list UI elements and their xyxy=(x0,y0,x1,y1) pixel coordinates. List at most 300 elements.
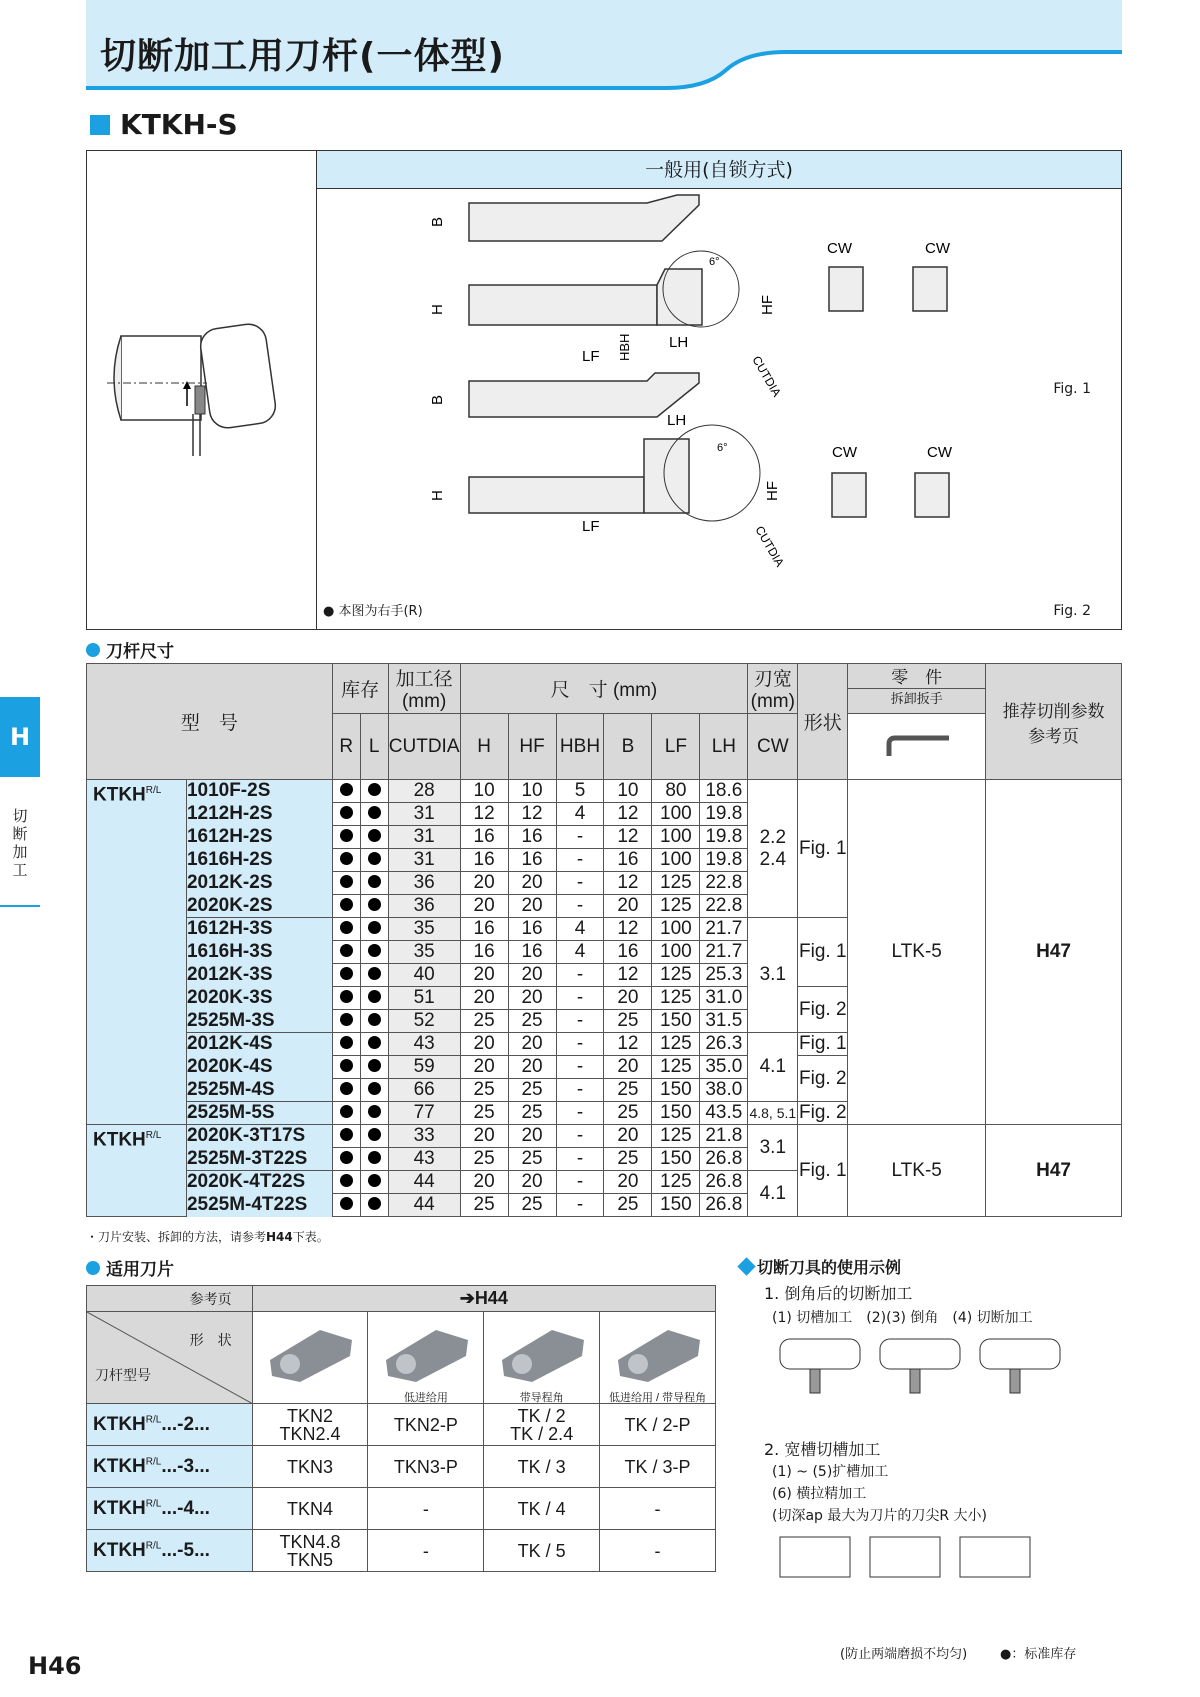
stock-dot-icon xyxy=(368,1174,381,1187)
dim-cutdia-label: CUTDIA xyxy=(749,353,784,400)
usage-s2-b: (6) 横拉精加工 xyxy=(772,1486,867,1502)
cell-hf: 25 xyxy=(508,1194,556,1217)
dim-cw-left-2: CW xyxy=(832,444,857,461)
cell-hf: 25 xyxy=(508,1148,556,1171)
stock-dot-icon xyxy=(340,898,353,911)
cell-hbh: - xyxy=(556,1010,604,1033)
cell-lf: 150 xyxy=(652,1102,700,1125)
cell-b: 20 xyxy=(604,1171,652,1194)
cell-d: 43 xyxy=(388,1148,460,1171)
cell-shape: Fig. 1 xyxy=(798,1125,848,1217)
figure-note: ● 本图为右手(R) xyxy=(323,604,423,619)
insert-row xyxy=(87,1446,716,1488)
cell-h: 25 xyxy=(460,1079,508,1102)
cell-lh: 19.8 xyxy=(700,826,748,849)
stock-l xyxy=(360,1171,388,1194)
col-cutdia: CUTDIA xyxy=(388,714,460,780)
ref-page: ➔H44 xyxy=(252,1286,715,1312)
insert-section-heading: 适用刀片 xyxy=(86,1255,174,1280)
cell-hf: 16 xyxy=(508,918,556,941)
insert-code: TKN3-P xyxy=(368,1446,484,1488)
usage-s2: 2. 宽槽切槽加工 xyxy=(764,1440,881,1459)
cell-h: 20 xyxy=(460,1171,508,1194)
cell-h: 20 xyxy=(460,1125,508,1148)
cell-hbh: - xyxy=(556,1102,604,1125)
stock-dot-icon xyxy=(340,1128,353,1141)
cell-hf: 12 xyxy=(508,803,556,826)
model-code: 2020K-4S xyxy=(186,1056,332,1079)
stock-r xyxy=(332,1171,360,1194)
cell-hf: 16 xyxy=(508,941,556,964)
dim-lf-label: LF xyxy=(582,348,600,365)
model-code: 2012K-4S xyxy=(186,1033,332,1056)
table-row xyxy=(87,780,1122,803)
cell-hf: 25 xyxy=(508,1010,556,1033)
insert-image-4: 低进给用 / 带导程角 xyxy=(600,1312,716,1404)
col-cut-dia: 加工径 (mm) xyxy=(388,664,460,714)
square-bullet-icon xyxy=(90,115,110,135)
insert-code: TK / 3 xyxy=(484,1446,600,1488)
diagonal-line xyxy=(87,1312,253,1404)
stock-dot-icon xyxy=(340,1082,353,1095)
model-code: 2020K-3T17S xyxy=(186,1125,332,1148)
cell-h: 25 xyxy=(460,1194,508,1217)
cell-h: 20 xyxy=(460,895,508,918)
stock-dot-icon xyxy=(340,1013,353,1026)
stock-dot-icon xyxy=(340,944,353,957)
insert-icon xyxy=(260,1320,360,1384)
cell-hf: 16 xyxy=(508,849,556,872)
model-code: 2525M-3S xyxy=(186,1010,332,1033)
header-diagonal-cell: 形 状 刀杆型号 xyxy=(87,1312,253,1404)
cell-hf: 20 xyxy=(508,1125,556,1148)
stock-l xyxy=(360,987,388,1010)
cell-b: 25 xyxy=(604,1102,652,1125)
angle-label-2: 6° xyxy=(717,442,728,454)
cell-shape: Fig. 1 xyxy=(799,1033,847,1054)
cell-h: 16 xyxy=(460,941,508,964)
dim-cw-right: CW xyxy=(925,240,950,257)
col-lf: LF xyxy=(652,714,700,780)
cell-hf: 25 xyxy=(508,1102,556,1125)
cell-shape: Fig. 2 xyxy=(799,1102,847,1123)
cell-hbh: - xyxy=(556,1033,604,1056)
insert-code: TK / 5 xyxy=(484,1530,600,1572)
insert-image-3: 带导程角 xyxy=(484,1312,600,1404)
insert-code: TK / 2-P xyxy=(600,1404,716,1446)
insert-low-feed-icon xyxy=(376,1320,476,1384)
stock-r xyxy=(332,849,360,872)
insert-image-2: 低进给用 xyxy=(368,1312,484,1404)
cell-b: 12 xyxy=(604,918,652,941)
cell-hbh: - xyxy=(556,1056,604,1079)
dim-lh-label-2: LH xyxy=(667,412,687,429)
cell-hbh: - xyxy=(556,987,604,1010)
stock-l xyxy=(360,1125,388,1148)
model-prefix: $KTKH^{R/L}$ xyxy=(87,780,187,1125)
cell-h: 10 xyxy=(460,780,508,803)
cell-hbh: - xyxy=(556,1148,604,1171)
cell-hbh: - xyxy=(556,872,604,895)
dim-h-label: H xyxy=(429,304,446,315)
cell-wrench-part: LTK-5 xyxy=(848,780,986,1125)
cell-d: 31 xyxy=(388,849,460,872)
cell-lf: 100 xyxy=(652,803,700,826)
cell-d: 77 xyxy=(388,1102,460,1125)
stock-r xyxy=(332,1194,360,1217)
cell-wrench-part: LTK-5 xyxy=(848,1125,986,1217)
cell-hbh: - xyxy=(556,1171,604,1194)
insert-image-1 xyxy=(252,1312,368,1404)
insert-code: TKN3 xyxy=(252,1446,368,1488)
cell-lf: 80 xyxy=(652,780,700,803)
insert-code: - xyxy=(600,1530,716,1572)
col-hf: HF xyxy=(508,714,556,780)
stock-dot-icon xyxy=(368,898,381,911)
cell-lf: 125 xyxy=(652,895,700,918)
stock-dot-icon xyxy=(340,1059,353,1072)
insert-code: - xyxy=(368,1488,484,1530)
cell-lh: 25.3 xyxy=(700,964,748,987)
insert-table xyxy=(86,1285,716,1572)
cell-b: 20 xyxy=(604,1056,652,1079)
cell-d: 35 xyxy=(388,918,460,941)
cell-ref-page[interactable]: H47 xyxy=(986,1125,1122,1217)
insert-code: TKN4.8 TKN5 xyxy=(252,1530,368,1572)
cell-hbh: 4 xyxy=(556,803,604,826)
cell-hbh: - xyxy=(556,1125,604,1148)
cell-lf: 125 xyxy=(652,1171,700,1194)
cell-h: 20 xyxy=(460,1056,508,1079)
stock-dot-icon xyxy=(368,1151,381,1164)
col-h: H xyxy=(460,714,508,780)
stock-l xyxy=(360,1056,388,1079)
insert-holder-model: $KTKH^{R/L}...-4$... xyxy=(87,1488,253,1530)
cell-cw: 3.1 xyxy=(748,1125,798,1171)
figure-header: 一般用(自锁方式) xyxy=(317,151,1121,189)
stock-r xyxy=(332,803,360,826)
col-cw: CW xyxy=(748,714,798,780)
dim-b-label: B xyxy=(429,216,446,227)
model-code: 2012K-3S xyxy=(186,964,332,987)
dim-hbh-label: HBH xyxy=(617,333,632,361)
diamond-bullet-icon xyxy=(737,1257,755,1275)
insert-low-feed-lead-icon xyxy=(608,1320,708,1384)
cell-hf: 16 xyxy=(508,826,556,849)
cell-cw: 2.2 2.4 xyxy=(748,780,798,918)
stock-dot-icon xyxy=(368,990,381,1003)
cell-ref-page[interactable]: H47 xyxy=(986,780,1122,1125)
cell-hf: 20 xyxy=(508,1171,556,1194)
insert-row xyxy=(87,1404,716,1446)
model-code: 2525M-4S xyxy=(186,1079,332,1102)
cell-h: 20 xyxy=(460,964,508,987)
stock-l xyxy=(360,1194,388,1217)
cell-lh: 31.5 xyxy=(700,1010,748,1033)
cell-b: 20 xyxy=(604,987,652,1010)
cutting-illustration xyxy=(87,151,317,629)
insert-holder-model: $KTKH^{R/L}...-3$... xyxy=(87,1446,253,1488)
insert-code: TKN4 xyxy=(252,1488,368,1530)
stock-dot-icon xyxy=(368,967,381,980)
insert-holder-model: $KTKH^{R/L}...-2$... xyxy=(87,1404,253,1446)
dim-hf-label-2: HF xyxy=(764,481,781,501)
cell-b: 12 xyxy=(604,964,652,987)
cell-b: 16 xyxy=(604,941,652,964)
cell-lh: 21.8 xyxy=(700,1125,748,1148)
dim-b-label-2: B xyxy=(429,394,446,405)
ref-label: 参考页 xyxy=(87,1286,253,1312)
col-stock: 库存 xyxy=(332,664,388,714)
insert-lead-angle-icon xyxy=(492,1320,592,1384)
stock-r xyxy=(332,1033,360,1056)
col-parts: 零 件 拆卸扳手 xyxy=(848,664,986,714)
stock-dot-icon xyxy=(368,1105,381,1118)
cell-d: 66 xyxy=(388,1079,460,1102)
stock-r xyxy=(332,941,360,964)
cell-shape: Fig. 1 xyxy=(798,918,848,987)
stock-dot-icon xyxy=(368,944,381,957)
cell-d: 28 xyxy=(388,780,460,803)
cell-b: 25 xyxy=(604,1079,652,1102)
stock-dot-icon xyxy=(340,967,353,980)
cell-b: 12 xyxy=(604,1033,652,1056)
stock-dot-icon xyxy=(368,875,381,888)
insert-code: TK / 2 TK / 2.4 xyxy=(484,1404,600,1446)
cell-d: 36 xyxy=(388,895,460,918)
usage-s1-items: (1) 切槽加工 (2)(3) 倒角 (4) 切断加工 xyxy=(772,1310,1033,1326)
cell-lf: 100 xyxy=(652,849,700,872)
model-code: 2525M-5S xyxy=(186,1102,332,1125)
cell-d: 35 xyxy=(388,941,460,964)
model-code: 2012K-2S xyxy=(186,872,332,895)
stock-r xyxy=(332,826,360,849)
cell-lf: 150 xyxy=(652,1148,700,1171)
dimension-drawings xyxy=(317,189,1121,629)
dim-lh-label: LH xyxy=(669,334,689,351)
cell-b: 20 xyxy=(604,895,652,918)
stock-dot-icon xyxy=(368,1128,381,1141)
stock-dot-icon xyxy=(368,783,381,796)
cell-b: 25 xyxy=(604,1194,652,1217)
usage-s1: 1. 倒角后的切断加工 xyxy=(764,1284,913,1303)
stock-r xyxy=(332,1010,360,1033)
header-banner xyxy=(86,0,1122,96)
stock-dot-icon xyxy=(340,921,353,934)
series-heading xyxy=(90,108,238,141)
cell-hbh: - xyxy=(556,826,604,849)
col-ref: 推荐切削参数参考页 xyxy=(986,664,1122,780)
dim-h-label-2: H xyxy=(429,490,446,501)
wide-groove-diagram xyxy=(770,1527,1100,1627)
cell-lf: 125 xyxy=(652,872,700,895)
cell-lh: 26.8 xyxy=(700,1194,748,1217)
fig2-label: Fig. 2 xyxy=(1053,603,1091,619)
stock-r xyxy=(332,780,360,803)
stock-l xyxy=(360,780,388,803)
wrench-image xyxy=(848,714,986,780)
cell-b: 10 xyxy=(604,780,652,803)
holder-footnote: ・刀片安装、拆卸的方法，请参考H44下表。 xyxy=(86,1230,329,1244)
cell-d: 44 xyxy=(388,1194,460,1217)
cell-lh: 19.8 xyxy=(700,803,748,826)
cell-b: 12 xyxy=(604,803,652,826)
model-code: 2525M-3T22S xyxy=(186,1148,332,1171)
stock-l xyxy=(360,826,388,849)
col-hbh: HBH xyxy=(556,714,604,780)
stock-dot-icon xyxy=(368,1197,381,1210)
cell-cw: 4.8, 5.1 xyxy=(748,1102,798,1125)
wrench-icon xyxy=(877,724,957,764)
model-code: 2020K-3S xyxy=(186,987,332,1010)
dim-hf-label: HF xyxy=(759,295,776,315)
insert-code: TKN2 TKN2.4 xyxy=(252,1404,368,1446)
cell-lh: 26.8 xyxy=(700,1171,748,1194)
model-code: 1612H-3S xyxy=(186,918,332,941)
stock-l xyxy=(360,918,388,941)
cell-lf: 100 xyxy=(652,918,700,941)
stock-dot-icon xyxy=(340,829,353,842)
cell-lf: 125 xyxy=(652,1125,700,1148)
insert-code: - xyxy=(368,1530,484,1572)
stock-dot-icon xyxy=(368,1059,381,1072)
model-code: 1010F-2S xyxy=(186,780,332,803)
stock-r xyxy=(332,1148,360,1171)
usage-s2-a: (1) ~ (5)扩槽加工 xyxy=(772,1464,889,1480)
model-code: 2525M-4T22S xyxy=(186,1194,332,1217)
cell-b: 12 xyxy=(604,826,652,849)
model-code: 1612H-2S xyxy=(186,826,332,849)
col-r: R xyxy=(332,714,360,780)
stock-legend: ●：标准库存 xyxy=(1000,1647,1077,1662)
cell-h: 16 xyxy=(460,826,508,849)
cell-hbh: 4 xyxy=(556,941,604,964)
stock-dot-icon xyxy=(368,829,381,842)
col-l: L xyxy=(360,714,388,780)
table-row xyxy=(87,1125,1122,1148)
stock-r xyxy=(332,872,360,895)
cell-lf: 125 xyxy=(652,1056,700,1079)
cell-h: 12 xyxy=(460,803,508,826)
stock-dot-icon xyxy=(340,806,353,819)
stock-r xyxy=(332,1056,360,1079)
stock-l xyxy=(360,941,388,964)
stock-dot-icon xyxy=(340,1197,353,1210)
stock-dot-icon xyxy=(368,1013,381,1026)
cell-d: 40 xyxy=(388,964,460,987)
cell-b: 25 xyxy=(604,1010,652,1033)
dim-lf-label-2: LF xyxy=(582,518,600,535)
chamfer-cut-diagram xyxy=(770,1329,1100,1429)
cell-h: 20 xyxy=(460,872,508,895)
cell-lf: 150 xyxy=(652,1010,700,1033)
cell-lf: 150 xyxy=(652,1194,700,1217)
stock-dot-icon xyxy=(340,990,353,1003)
cell-hf: 20 xyxy=(508,1056,556,1079)
cell-lh: 21.7 xyxy=(700,941,748,964)
cell-d: 33 xyxy=(388,1125,460,1148)
cell-lh: 26.3 xyxy=(700,1033,748,1056)
stock-l xyxy=(360,1010,388,1033)
cell-h: 16 xyxy=(460,918,508,941)
usage-title: 切断刀具的使用示例 xyxy=(740,1255,901,1278)
cell-h: 25 xyxy=(460,1102,508,1125)
col-lh: LH xyxy=(700,714,748,780)
col-model: 型 号 xyxy=(87,664,333,780)
stock-dot-icon xyxy=(340,1105,353,1118)
cell-cw: 4.1 xyxy=(748,1033,798,1102)
cell-hbh: - xyxy=(556,1079,604,1102)
cell-hf: 20 xyxy=(508,987,556,1010)
usage-s2-c: (切深ap 最大为刀片的刀尖R 大小) xyxy=(772,1508,988,1524)
cell-lf: 100 xyxy=(652,941,700,964)
cell-d: 52 xyxy=(388,1010,460,1033)
series-name: KTKH-S xyxy=(120,108,238,141)
col-dims: 尺 寸 (mm) xyxy=(460,664,748,714)
cell-d: 44 xyxy=(388,1171,460,1194)
cell-h: 25 xyxy=(460,1010,508,1033)
cell-lh: 21.7 xyxy=(700,918,748,941)
stock-r xyxy=(332,1102,360,1125)
stock-l xyxy=(360,872,388,895)
cell-lh: 18.6 xyxy=(700,780,748,803)
stock-dot-icon xyxy=(340,783,353,796)
dot-bullet-icon xyxy=(86,643,100,657)
cell-lh: 26.8 xyxy=(700,1148,748,1171)
stock-l xyxy=(360,1079,388,1102)
cell-d: 59 xyxy=(388,1056,460,1079)
cell-lf: 125 xyxy=(652,1033,700,1056)
stock-dot-icon xyxy=(368,1036,381,1049)
dim-cw-left: CW xyxy=(827,240,852,257)
cell-d: 36 xyxy=(388,872,460,895)
cell-lh: 22.8 xyxy=(700,872,748,895)
insert-code: TKN2-P xyxy=(368,1404,484,1446)
insert-holder-model: $KTKH^{R/L}...-5$... xyxy=(87,1530,253,1572)
stock-dot-icon xyxy=(368,921,381,934)
stock-r xyxy=(332,918,360,941)
stock-l xyxy=(360,849,388,872)
model-prefix: $KTKH^{R/L}$ xyxy=(87,1125,187,1217)
cell-d: 51 xyxy=(388,987,460,1010)
cell-shape: Fig. 2 xyxy=(798,1056,848,1102)
dim-cutdia-label-2: CUTDIA xyxy=(752,523,787,570)
cell-b: 16 xyxy=(604,849,652,872)
cutting-diagram xyxy=(87,151,317,631)
cell-hbh: - xyxy=(556,895,604,918)
fig1-label: Fig. 1 xyxy=(1053,381,1091,397)
cell-hf: 20 xyxy=(508,964,556,987)
model-code: 2020K-4T22S xyxy=(186,1171,332,1194)
cell-b: 12 xyxy=(604,872,652,895)
cell-lf: 125 xyxy=(652,964,700,987)
model-code: 1616H-3S xyxy=(186,941,332,964)
stock-l xyxy=(360,1148,388,1171)
stock-r xyxy=(332,987,360,1010)
stock-dot-icon xyxy=(340,875,353,888)
stock-l xyxy=(360,1033,388,1056)
usage-note: (防止两端磨损不均匀) xyxy=(840,1647,968,1662)
cell-lh: 22.8 xyxy=(700,895,748,918)
figure-panel xyxy=(86,150,1122,630)
cell-hf: 20 xyxy=(508,1033,556,1056)
angle-label: 6° xyxy=(709,256,720,268)
cell-b: 25 xyxy=(604,1148,652,1171)
cell-hbh: - xyxy=(556,964,604,987)
stock-dot-icon xyxy=(368,1082,381,1095)
stock-l xyxy=(360,1102,388,1125)
stock-dot-icon xyxy=(340,1174,353,1187)
